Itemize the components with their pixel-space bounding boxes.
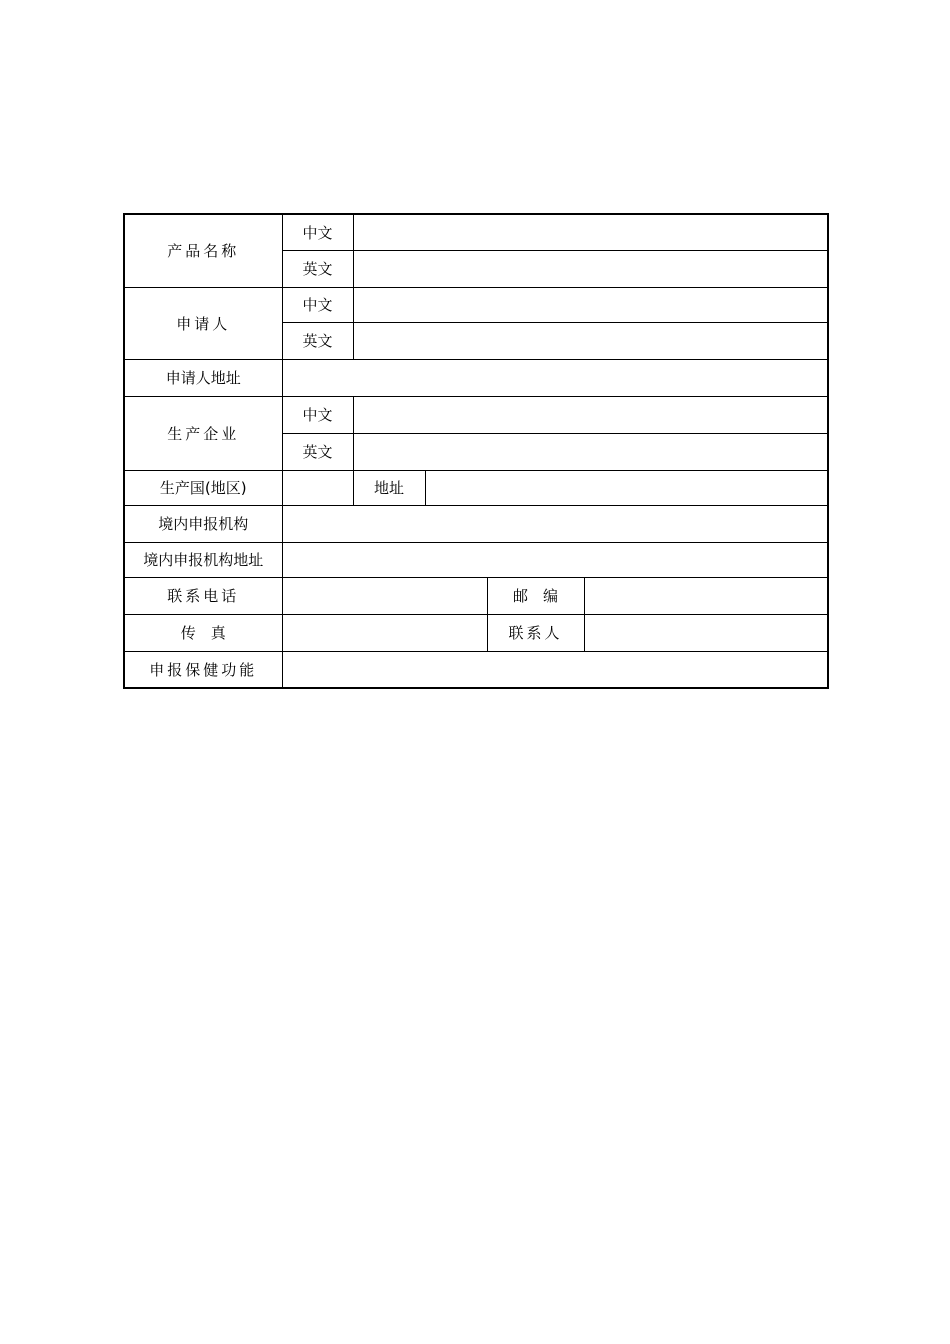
fax-label: 传 真 <box>124 614 282 651</box>
contact-person-field[interactable] <box>584 614 828 651</box>
postcode-field[interactable] <box>584 577 828 614</box>
application-form-table <box>123 213 829 689</box>
country-label: 生产国(地区) <box>124 470 282 505</box>
applicant-cn-label: 中文 <box>282 287 353 322</box>
applicant-address-field[interactable] <box>282 359 828 396</box>
applicant-cn-field[interactable] <box>353 287 828 322</box>
domestic-agent-label: 境内申报机构 <box>124 505 282 542</box>
postcode-label: 邮 编 <box>487 577 584 614</box>
contact-person-label: 联系人 <box>487 614 584 651</box>
country-field[interactable] <box>282 470 353 505</box>
product-name-cn-field[interactable] <box>353 214 828 250</box>
manufacturer-cn-label: 中文 <box>282 396 353 433</box>
manufacturer-label: 生产企业 <box>124 396 282 470</box>
domestic-agent-field[interactable] <box>282 505 828 542</box>
applicant-address-label: 申请人地址 <box>124 359 282 396</box>
applicant-label: 申请人 <box>124 287 282 359</box>
product-name-cn-label: 中文 <box>282 214 353 250</box>
applicant-en-field[interactable] <box>353 322 828 359</box>
manufacturer-address-label: 地址 <box>353 470 425 505</box>
product-name-en-field[interactable] <box>353 250 828 287</box>
manufacturer-en-field[interactable] <box>353 433 828 470</box>
health-function-field[interactable] <box>282 651 828 688</box>
domestic-agent-address-label: 境内申报机构地址 <box>124 542 282 577</box>
fax-field[interactable] <box>282 614 487 651</box>
manufacturer-cn-field[interactable] <box>353 396 828 433</box>
applicant-en-label: 英文 <box>282 322 353 359</box>
manufacturer-en-label: 英文 <box>282 433 353 470</box>
health-function-label: 申报保健功能 <box>124 651 282 688</box>
manufacturer-address-field[interactable] <box>425 470 828 505</box>
product-name-label: 产品名称 <box>124 214 282 287</box>
product-name-en-label: 英文 <box>282 250 353 287</box>
phone-field[interactable] <box>282 577 487 614</box>
domestic-agent-address-field[interactable] <box>282 542 828 577</box>
phone-label: 联系电话 <box>124 577 282 614</box>
